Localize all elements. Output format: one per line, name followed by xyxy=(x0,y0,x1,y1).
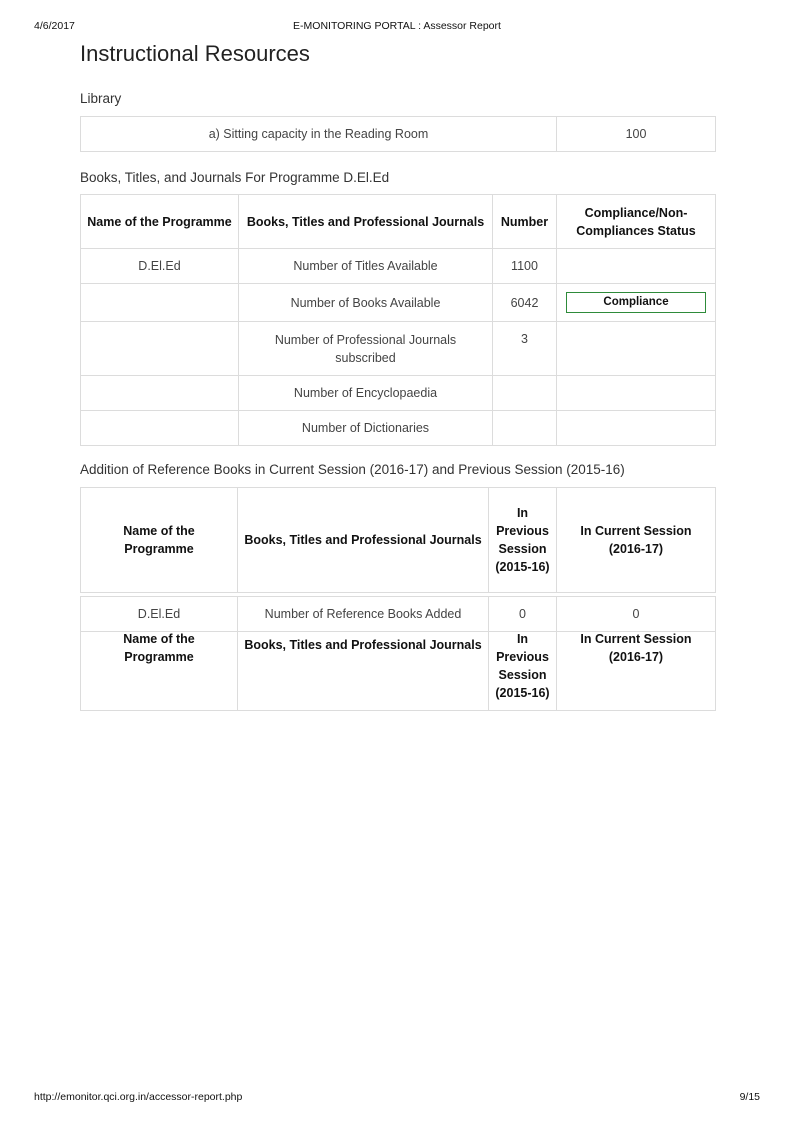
column-header: In Current Session (2016-17) xyxy=(557,630,716,711)
column-header: Books, Titles and Professional Journals xyxy=(238,630,489,711)
table-row xyxy=(81,322,716,376)
print-footer-url: http://emonitor.qci.org.in/accessor-report.php xyxy=(34,1091,243,1103)
reference-table-repeated-header xyxy=(80,630,716,711)
column-header: Compliance/Non-Compliances Status xyxy=(557,195,716,249)
current-session-cell: 0 xyxy=(557,597,716,632)
status-cell xyxy=(557,284,716,322)
number-cell xyxy=(493,376,557,411)
print-page-number: 9/15 xyxy=(739,1091,760,1103)
item-cell: Number of Books Available xyxy=(239,284,493,322)
item-cell: Number of Professional Journals subscribed xyxy=(239,322,493,376)
column-header: Name of the Programme xyxy=(81,488,238,593)
previous-session-cell: 0 xyxy=(489,597,557,632)
table-header-row xyxy=(81,195,716,249)
programme-cell xyxy=(81,411,239,446)
column-header: Number xyxy=(493,195,557,249)
column-header: Name of the Programme xyxy=(81,630,238,711)
status-cell xyxy=(557,249,716,284)
reference-table-body xyxy=(80,596,716,632)
programme-cell: D.El.Ed xyxy=(81,597,238,632)
section-title: Instructional Resources xyxy=(80,41,310,66)
programme-cell: D.El.Ed xyxy=(81,249,239,284)
status-cell xyxy=(557,322,716,376)
column-header: Name of the Programme xyxy=(81,195,239,249)
column-header: Books, Titles and Professional Journals xyxy=(239,195,493,249)
item-cell: Number of Titles Available xyxy=(239,249,493,284)
table-row xyxy=(81,376,716,411)
table-row xyxy=(81,411,716,446)
column-header: In Previous Session (2015-16) xyxy=(489,630,557,711)
status-cell xyxy=(557,411,716,446)
status-cell xyxy=(557,376,716,411)
column-header: Books, Titles and Professional Journals xyxy=(238,488,489,593)
books-table xyxy=(80,194,716,446)
number-cell: 3 xyxy=(493,322,557,376)
books-heading: Books, Titles, and Journals For Programme D.El.Ed xyxy=(80,170,390,185)
number-cell: 6042 xyxy=(493,284,557,322)
table-header-row xyxy=(81,488,716,593)
reference-heading: Addition of Reference Books in Current Session (2016-17) and Previous Session (2015-16) xyxy=(80,462,625,477)
programme-cell xyxy=(81,322,239,376)
library-table xyxy=(80,116,716,152)
table-row xyxy=(81,597,716,632)
reference-table-header xyxy=(80,487,716,593)
column-header: In Current Session (2016-17) xyxy=(557,488,716,593)
item-cell: Number of Encyclopaedia xyxy=(239,376,493,411)
number-cell xyxy=(493,411,557,446)
table-row xyxy=(81,117,716,152)
programme-cell xyxy=(81,284,239,322)
table-row xyxy=(81,284,716,322)
library-heading: Library xyxy=(80,91,122,106)
item-cell: Number of Reference Books Added xyxy=(238,597,489,632)
sitting-capacity-label: a) Sitting capacity in the Reading Room xyxy=(81,117,557,152)
table-row xyxy=(81,249,716,284)
table-header-row xyxy=(81,630,716,711)
programme-cell xyxy=(81,376,239,411)
item-cell: Number of Dictionaries xyxy=(239,411,493,446)
compliance-status-badge: Compliance xyxy=(566,292,706,313)
print-header-title: E-MONITORING PORTAL : Assessor Report xyxy=(293,20,501,32)
column-header: In Previous Session (2015-16) xyxy=(489,488,557,593)
number-cell: 1100 xyxy=(493,249,557,284)
sitting-capacity-value: 100 xyxy=(557,117,716,152)
print-date: 4/6/2017 xyxy=(34,20,75,32)
